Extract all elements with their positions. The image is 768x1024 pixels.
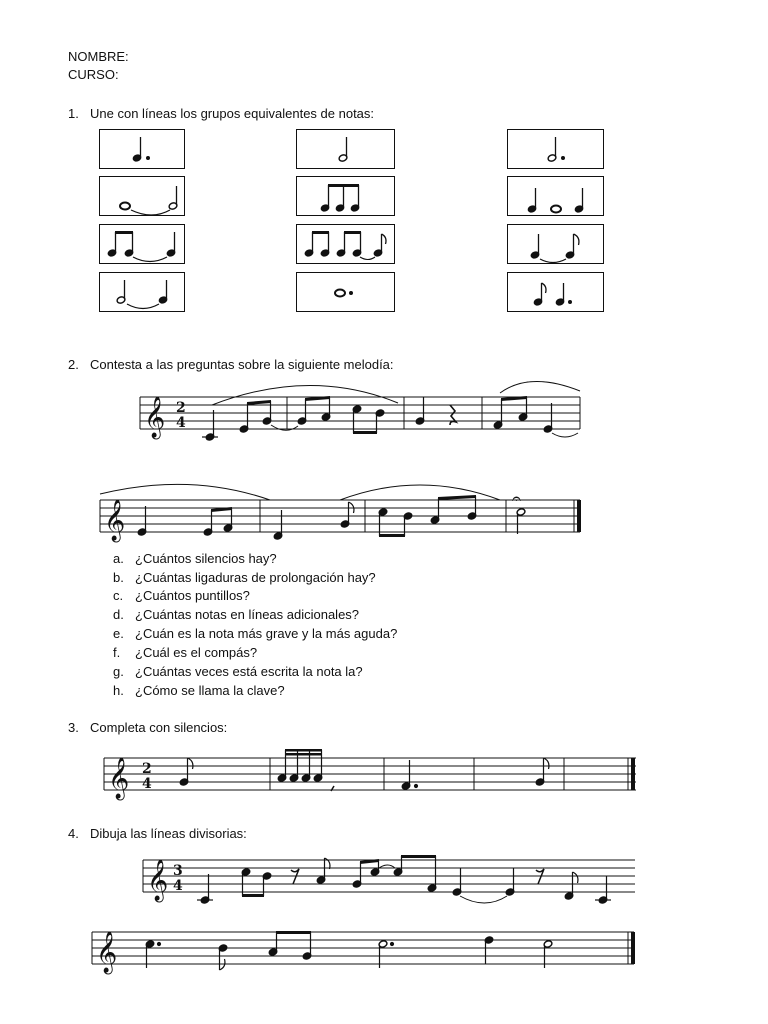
treble-clef: 𝄞 xyxy=(144,397,166,438)
time-sig-top: 3 xyxy=(173,863,183,879)
exercise-1-number: 1. xyxy=(68,106,79,121)
question-a: a. ¿Cuántos silencios hay? xyxy=(113,551,277,566)
question-b: b. ¿Cuántas ligaduras de prolongación hay? xyxy=(113,570,376,585)
question-d: d. ¿Cuántas notas en líneas adicionales? xyxy=(113,607,360,622)
time-sig-top: 2 xyxy=(142,761,152,777)
treble-clef: 𝄞 xyxy=(147,860,169,901)
time-sig-bottom: 4 xyxy=(142,776,152,792)
question-c: c. ¿Cuántos puntillos? xyxy=(113,588,250,603)
exercise-4-number: 4. xyxy=(68,826,79,841)
exercise-3-staff xyxy=(104,748,644,808)
exercise-4-staff-2 xyxy=(92,918,642,978)
melody-staff-2 xyxy=(100,480,600,545)
exercise-4-staff-1 xyxy=(143,848,643,908)
fermata: 𝄐 xyxy=(512,489,521,508)
time-sig-bottom: 4 xyxy=(173,878,183,894)
exercise-2-title: Contesta a las preguntas sobre la siguiente melodía: xyxy=(90,357,394,372)
exercise-3-number: 3. xyxy=(68,720,79,735)
nombre-label: NOMBRE: xyxy=(68,49,129,64)
question-e: e. ¿Cuán es la nota más grave y la más aguda? xyxy=(113,626,398,641)
exercise-3-title: Completa con silencios: xyxy=(90,720,228,735)
question-g: g. ¿Cuántas veces está escrita la nota la? xyxy=(113,664,363,679)
treble-clef: 𝄞 xyxy=(104,500,126,541)
treble-clef: 𝄞 xyxy=(96,932,118,973)
question-f: f. ¿Cuál es el compás? xyxy=(113,645,258,660)
curso-label: CURSO: xyxy=(68,67,119,82)
question-h: h. ¿Cómo se llama la clave? xyxy=(113,683,285,698)
exercise-4-title: Dibuja las líneas divisorias: xyxy=(90,826,247,841)
exercise-1-title: Une con líneas los grupos equivalentes de notas: xyxy=(90,106,375,121)
melody-staff-1 xyxy=(140,385,590,445)
treble-clef: 𝄞 xyxy=(108,758,130,799)
exercise-2-number: 2. xyxy=(68,357,79,372)
time-sig-top: 2 xyxy=(176,400,186,416)
rhythm-notation xyxy=(0,0,768,330)
time-sig-bottom: 4 xyxy=(176,415,186,431)
